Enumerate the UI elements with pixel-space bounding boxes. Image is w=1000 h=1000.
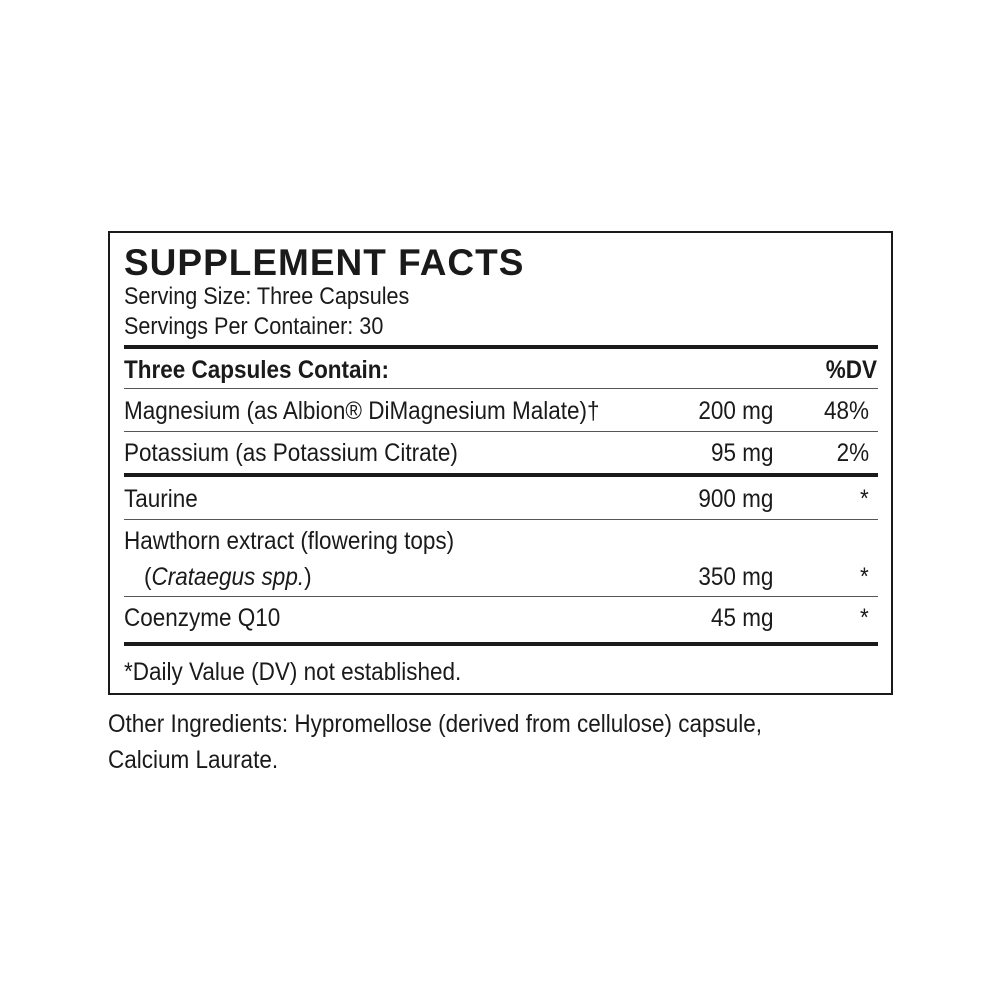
- row-magnesium-dv: 48%: [823, 397, 869, 425]
- row-hawthorn-name: Hawthorn extract (flowering tops): [124, 527, 455, 555]
- row-potassium-amount: 95 mg: [710, 439, 773, 467]
- row-potassium-dv: 2%: [836, 439, 869, 467]
- thick-divider: [124, 473, 878, 477]
- row-hawthorn-latin: (Crataegus spp.): [144, 563, 312, 591]
- servings-per-container: Servings Per Container: 30: [124, 313, 384, 340]
- divider: [124, 519, 878, 520]
- row-taurine-dv: *: [860, 485, 869, 513]
- divider: [124, 431, 878, 432]
- footnote: *Daily Value (DV) not established.: [124, 658, 462, 686]
- divider: [124, 596, 878, 597]
- row-hawthorn-amount: 350 mg: [697, 563, 773, 591]
- row-magnesium-name: Magnesium (as Albion® DiMagnesium Malate)†: [124, 397, 600, 425]
- supplement-facts-panel: [108, 231, 893, 695]
- panel-title: SUPPLEMENT FACTS: [124, 242, 525, 283]
- row-coq10-amount: 45 mg: [710, 604, 773, 632]
- thick-divider: [124, 642, 878, 646]
- divider: [124, 388, 878, 389]
- row-taurine-name: Taurine: [124, 485, 198, 513]
- row-coq10-name: Coenzyme Q10: [124, 604, 281, 632]
- row-taurine-amount: 900 mg: [697, 485, 773, 513]
- other-ingredients: Other Ingredients: Hypromellose (derived from cellulose) capsule, Calcium Laurate.: [108, 710, 763, 774]
- row-potassium-name: Potassium (as Potassium Citrate): [124, 439, 458, 467]
- dv-header: %DV: [825, 356, 877, 384]
- row-coq10-dv: *: [860, 604, 869, 632]
- row-hawthorn-dv: *: [860, 563, 869, 591]
- serving-size: Serving Size: Three Capsules: [124, 283, 410, 310]
- thick-divider: [124, 345, 878, 349]
- row-magnesium-amount: 200 mg: [697, 397, 773, 425]
- contains-header: Three Capsules Contain:: [124, 356, 390, 384]
